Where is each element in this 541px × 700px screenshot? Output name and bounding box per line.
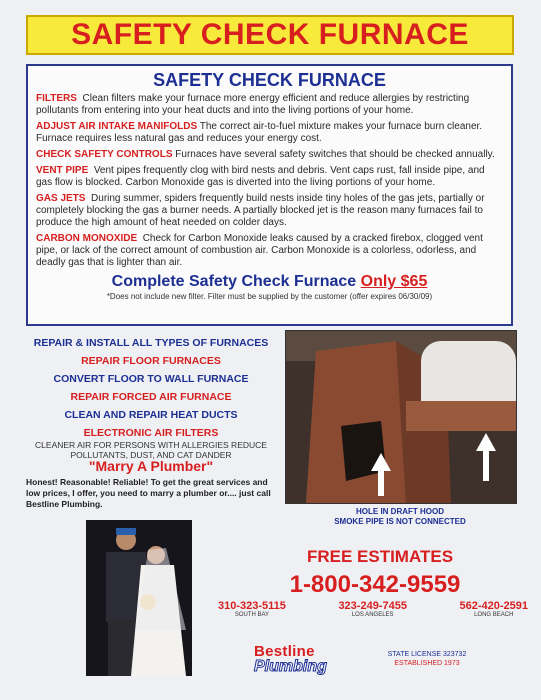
call-to-action [36,273,503,291]
free-estimates: FREE ESTIMATES [306,547,454,566]
couple-photo [86,520,192,676]
item-heading: CHECK SAFETY CONTROLS [36,149,173,160]
phone-entry [218,600,286,618]
phone-city: LONG BEACH [474,612,514,618]
banner-title: SAFETY CHECK FURNACE [71,18,469,51]
cta-text: Complete Safety Check Furnace [111,273,357,290]
phone-number: 323-249-7455 [338,600,407,612]
item-text: Check for Carbon Monoxide leaks caused by a cracked firebox, clogged vent pipe, or lack of the correct amount of combustion air. Carbon Monoxide is a colorless, odorless, and deadly gas that is lighter than air. [36,233,483,268]
checklist-item [36,233,503,269]
checklist-item [36,121,503,145]
logo-line2: Plumbing [254,658,327,675]
cta-price: Only $65 [360,273,428,290]
item-text: Vent pipes frequently clog with bird nests and debris. Vent caps rust, fall inside pipe, and gas flow is blocked. Carbon Monoxide gas is diverted into the living portions of your home. [36,165,485,188]
checklist-box [26,64,513,326]
main-phone: 1-800-342-9559 [289,571,461,598]
phone-entry [459,600,528,618]
furnace-photo-illustration [286,331,516,503]
item-text: The correct air-to-fuel mixture makes your furnace burn cleaner. Furnace requires less natural gas and reduces your energy cost. [36,121,483,144]
marry-text: Honest! Reasonable! Reliable! To get the great services and low prices, I offer, you need to marry a plumber or.... just call Bestline Plumbing. [26,477,271,509]
furnace-photo [285,330,517,504]
phone-city: LOS ANGELES [351,612,394,618]
item-heading: FILTERS [36,93,77,104]
logo-line1: Bestline [254,643,315,660]
service-item: CONVERT FLOOR TO WALL FURNACE [53,373,249,385]
item-heading: ADJUST AIR INTAKE MANIFOLDS [36,121,198,132]
bestline-logo [254,643,364,673]
couple-photo-illustration [86,520,192,676]
license-number: STATE LICENSE 323732 [387,651,467,658]
item-text: Furnaces have several safety switches that should be checked annually. [175,149,495,160]
service-subtext: CLEANER AIR FOR PERSONS WITH ALLERGIES REDUCE POLLUTANTS, DUST, AND CAT DANDER [35,440,267,460]
established-year: ESTABLISHED 1973 [394,660,460,667]
phone-city: SOUTH BAY [234,612,270,618]
checklist-item [36,149,503,161]
local-phones [218,600,528,618]
services-list [26,332,276,460]
phone-number: 310-323-5115 [218,600,286,612]
service-item: CLEAN AND REPAIR HEAT DUCTS [64,409,238,421]
checklist-title: SAFETY CHECK FURNACE [153,70,386,90]
license-info [372,650,482,668]
checklist-item [36,165,503,189]
item-heading: VENT PIPE [36,165,89,176]
marry-title: "Marry A Plumber" [88,458,214,474]
phone-number: 562-420-2591 [459,600,528,612]
service-item: REPAIR FLOOR FURNACES [81,355,221,367]
caption-line: SMOKE PIPE IS NOT CONNECTED [334,517,466,526]
item-heading: GAS JETS [36,193,86,204]
top-banner [26,15,514,55]
checklist-item [36,193,503,229]
checklist-item [36,93,503,117]
item-heading: CARBON MONOXIDE [36,233,138,244]
offer-note: *Does not include new filter. Filter must be supplied by the customer (offer expires 06/30/09) [106,292,433,301]
item-text: During summer, spiders frequently build nests inside tiny holes of the gas jets, partially or completely blocking the gas a burner needs. A partially blocked jet is the reason many furnaces fail to produce the high amount of heat needed on colder days. [36,193,485,228]
caption-line: HOLE IN DRAFT HOOD [356,507,444,516]
service-item: REPAIR & INSTALL ALL TYPES OF FURNACES [33,337,269,349]
item-text: Clean filters make your furnace more energy efficient and reduce allergies by restricting pollutants from entering into your heat ducts and into the living portions of your home. [36,93,470,116]
phone-entry [338,600,407,618]
marry-plumber-section [26,458,276,514]
service-item: ELECTRONIC AIR FILTERS [83,427,219,439]
photo-caption [300,507,500,527]
service-item: REPAIR FORCED AIR FURNACE [70,391,232,403]
